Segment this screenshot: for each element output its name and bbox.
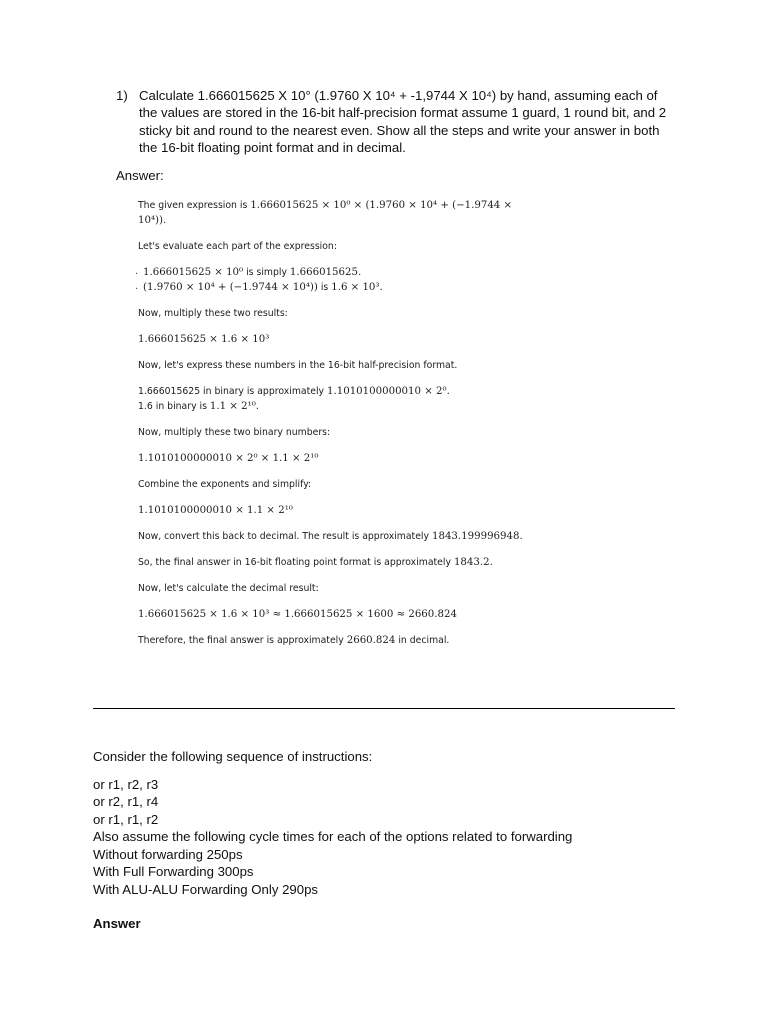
binary-2: 1.6 in binary is 1.1 × 2¹⁰. xyxy=(138,401,260,412)
binary-1: 1.666015625 in binary is approximately 1.1010100000010 × 2⁰. xyxy=(138,386,450,397)
product-2: 1.1010100000010 × 2⁰ × 1.1 × 2¹⁰ xyxy=(138,453,319,464)
instruction-line-2: or r2, r1, r4 xyxy=(93,794,159,809)
evaluate-text: Let's evaluate each part of the expression: xyxy=(138,241,337,252)
instruction-line-3: or r1, r1, r2 xyxy=(93,811,159,827)
intro-math: 1.666015625 × 10⁰ × (1.9760 × 10⁴ + (−1.9744 × 10⁴)). xyxy=(138,200,513,226)
cycle-time-no-forwarding: Without forwarding 250ps xyxy=(93,846,243,862)
instruction-line-1: or r1, r2, r3 xyxy=(93,776,159,792)
product-1: 1.666015625 × 1.6 × 10³ xyxy=(138,334,270,345)
question-1 xyxy=(116,87,676,157)
multiply-binary-text: Now, multiply these two binary numbers: xyxy=(138,427,331,438)
decimal-math: 1.666015625 × 1.6 × 10³ ≈ 1.666015625 × 1600 ≈ 2660.824 xyxy=(138,609,457,620)
express-text: Now, let's express these numbers in the 16-bit half-precision format. xyxy=(138,360,458,371)
decimal-calc-text: Now, let's calculate the decimal result: xyxy=(138,583,319,594)
multiply-results-text: Now, multiply these two results: xyxy=(138,308,288,319)
therefore-text: Therefore, the final answer is approximately 2660.824 in decimal. xyxy=(138,635,450,646)
answer-intro: The given expression is 1.666015625 × 10⁰ × (1.9760 × 10⁴ + (−1.9744 × 10⁴)). xyxy=(138,200,513,226)
bullet-2: . (1.9760 × 10⁴ + (−1.9744 × 10⁴)) is 1.6 × 10³. xyxy=(138,280,538,295)
question-number: 1) xyxy=(116,88,128,103)
horizontal-divider xyxy=(93,708,675,709)
cycle-time-full-forwarding: With Full Forwarding 300ps xyxy=(93,864,254,879)
answer-screenshot xyxy=(138,198,538,648)
final-16bit-text: So, the final answer in 16-bit floating point format is approximately 1843.2. xyxy=(138,557,493,568)
product-3: 1.1010100000010 × 1.1 × 2¹⁰ xyxy=(138,505,293,516)
section-2-answer-label: Answer xyxy=(93,916,141,931)
question-text: Calculate 1.666015625 X 10° (1.9760 X 10⁴ + -1,9744 X 10⁴) by hand, assuming each of the values are stored in the 16-bit half-precision format assume 1 guard, 1 round bit, and 2 sticky bit and round to the nearest even. Show all the steps and write your answer in both the 16-bit floating point format and in decimal. xyxy=(139,88,667,156)
cycle-time-alu-forwarding: With ALU-ALU Forwarding Only 290ps xyxy=(93,881,319,897)
answer-label: Answer: xyxy=(116,168,164,183)
section-2 xyxy=(93,748,693,933)
combine-text: Combine the exponents and simplify: xyxy=(138,479,312,490)
bullet-1: . 1.666015625 × 10⁰ is simply 1.666015625. xyxy=(138,265,538,280)
section-2-lead: Consider the following sequence of instructions: xyxy=(93,749,373,764)
convert-text: Now, convert this back to decimal. The result is approximately 1843.199996948. xyxy=(138,531,523,542)
cycle-times-intro: Also assume the following cycle times for each of the options related to forwarding xyxy=(93,829,573,844)
